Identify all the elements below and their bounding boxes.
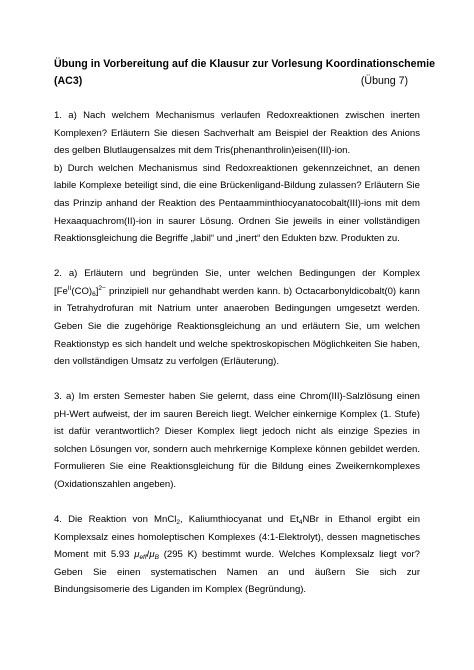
exercise-sheet <box>54 56 436 599</box>
question-1a: 1. a) Nach welchem Mechanismus verlaufen Redoxreaktionen zwischen inerten Komplexen? Erläutern Sie diesen Sachverhalt am Beispiel der Reaktion des Anions des gelben Blutlaugensalzes mit dem Tris(phenanthrolin)eisen(III)-ion. <box>54 110 420 157</box>
mu-b-symbol: $\mu_B$ <box>149 549 159 562</box>
sheet-header <box>54 56 436 90</box>
question-3-text: 3. a) Im ersten Semester haben Sie gelernt, dass eine Chrom(III)-Salzlösung einen pH-Wert aufweist, der im sauren Bereich liegt. Welcher einkernige Komplex (1. Stufe) ist dafür verantwortlich? Dieser Komplex liegt jedoch nicht als einzige Spezies in solchen Lösungen vor, sondern auch mehrkernige Komplexe können gebildet werden. Formulieren Sie eine Reaktionsgleichung für die Bildung eines Zweikernkomplexes (Oxidationszahlen angeben). <box>54 391 420 491</box>
sheet-number: (Übung 7) <box>360 75 408 87</box>
mu-eff-symbol: $\mu_{eff}$ <box>134 549 147 562</box>
question-2-text <box>54 265 420 371</box>
question-4-text: 4. Die Reaktion von MnCl$_2$, Kaliumthiocyanat und $Et_4NBr$ in Ethanol ergibt ein Komplexsalz eines homoleptischen Komplexes (4:1-Elektrolyt), dessen magnetisches Moment mit 5.93 $\mu_{eff}/\mu_B$ (295 K) bestimmt wurde. Welches Komplexsalz liegt vor? Geben Sie einen systematischen Namen an und äußern Sie sich zur Bindungsisomerie des Liganden im Komplex (Begründung). <box>54 514 421 596</box>
question-4 <box>54 511 420 599</box>
question-2-intro: 2. a) Erläutern und begründen Sie, unter welchen Bedingungen der Komplex <box>54 268 420 280</box>
iron-carbonyl-formula: $[Fe^{II}(CO)_6]^{2-}$ <box>54 284 106 298</box>
sheet-title-row-2 <box>54 73 420 90</box>
question-1b: b) Durch welchen Mechanismus sind Redoxreaktionen gekennzeichnet, an denen labile Komplexe beteiligt sind, die eine Brückenligand-Bildung zulassen? Erläutern Sie das Prinzip anhand der Reaktion des Pentaamminthiocyanatocobalt(III)-ions mit dem Hexaaquachrom(II)-ion in saurer Lösung. Ordnen Sie jeweils in einer vollständigen Reaktionsgleichung die Begriffe „labil“ und „inert“ den Edukten bzw. Produkten zu. <box>54 162 420 245</box>
question-2 <box>54 265 420 371</box>
question-3 <box>54 388 420 494</box>
question-2-rest: prinzipiell nur gehandhabt werden kann. b) Octacarbonyldicobalt(0) kann in Tetrahydrofuran mit Natrium unter anaeroben Bedingungen umgesetzt werden. Geben Sie die zugehörige Reaktionsgleichung an und erläutern Sie, um welchen Reaktionstyp es sich handelt und welche spektroskopischen Möglichkeiten Sie haben, den vollständigen Umsatz zu verfolgen (Erläuterung). <box>54 285 420 368</box>
course-code: (AC3) <box>54 75 83 87</box>
questions <box>54 107 420 599</box>
sheet-title: Übung in Vorbereitung auf die Klausur zur Vorlesung Koordinationschemie <box>54 58 436 70</box>
question-1 <box>54 107 420 248</box>
